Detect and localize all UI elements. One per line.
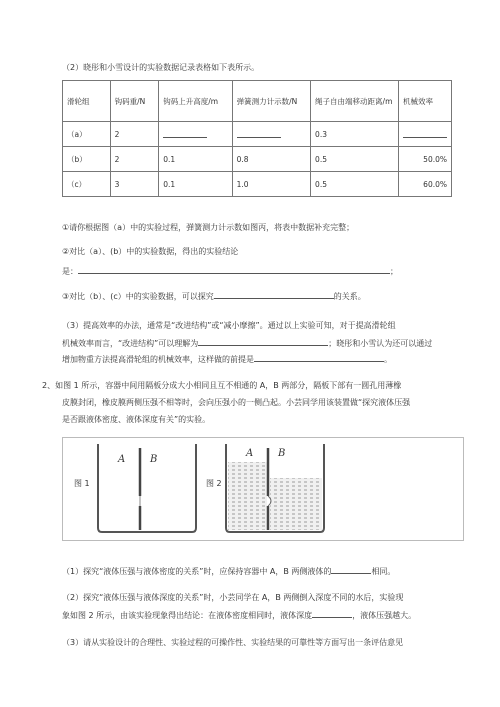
question-2: ②对比（a）、(b）中的实验数据，得出的实验结论 [62, 247, 239, 256]
fill-blank[interactable] [163, 129, 207, 138]
section2-line1: 2、如图 1 所示，容器中间用隔板分成大小相同且互不相通的 A，B 两部分，隔板下部有一圆孔用薄橡 [42, 381, 402, 390]
table-cell: 0.1 [159, 147, 232, 172]
table-cell: 50.0% [399, 147, 452, 172]
fill-blank[interactable] [331, 564, 371, 574]
table-blank-cell[interactable] [232, 122, 310, 147]
figure-2-container [220, 440, 330, 536]
section2-line3: 是否跟液体密度、液体深度有关”的实验。 [62, 415, 211, 424]
part3-line3 [62, 352, 482, 366]
question-text-end: ，液体压强越大。 [352, 611, 417, 620]
table-header-cell: 绳子自由端移动距离/m [311, 81, 399, 122]
question-1: ①请你根据图（a）中的实验过程，弹簧测力计示数如图丙，将表中数据补充完整； [62, 223, 355, 232]
question-3-text: ③对比（b）、(c）中的实验数据，可以探究 [62, 292, 214, 301]
table-row [63, 122, 452, 147]
fill-blank[interactable] [403, 129, 447, 138]
table-cell: 0.3 [311, 122, 399, 147]
data-table [62, 80, 452, 197]
table-cell: 1.0 [232, 172, 310, 197]
table-cell: 3 [110, 172, 159, 197]
part3-line1: （3）提高效率的办法，通常是“改进结构”或“减小摩擦”。通过以上实验可知，对于提高滑轮组 [62, 321, 396, 330]
table-cell: 0.5 [311, 147, 399, 172]
figure-2-label-a: A [246, 448, 254, 459]
table-blank-cell[interactable] [399, 122, 452, 147]
figure-2-label-b: B [278, 448, 286, 459]
table-header-cell: 弹簧测力计示数/N [232, 81, 310, 122]
section1-intro: （2）晓彤和小雪设计的实验数据记录表格如下表所示。 [62, 63, 260, 72]
question-text: （1）探究“液体压强与液体密度的关系”时，应保持容器中 A，B 两侧液体的 [62, 567, 332, 576]
figure-1-label-b: B [150, 454, 158, 465]
part3-text: 。 [384, 355, 392, 364]
fill-blank[interactable] [254, 352, 384, 362]
figure-1-label: 图 1 [74, 479, 90, 488]
table-cell: 0.5 [311, 172, 399, 197]
table-header-row [63, 81, 452, 122]
section2-question-3: （3）请从实验设计的合理性、实验过程的可操作性、实验结果的可靠性等方面写出一条评估意见 [62, 638, 404, 647]
section2-question-2-line1: （2）探究“液体压强与液体深度的关系”时，小芸同学在 A，B 两侧倒入深度不同的水后，实验现 [62, 593, 404, 602]
table-row [63, 172, 452, 197]
fill-blank[interactable] [312, 608, 352, 618]
question-3 [62, 289, 482, 303]
table-header-cell: 滑轮组 [63, 81, 111, 122]
figure-2-label: 图 2 [206, 479, 222, 488]
section2-question-2-line2 [62, 608, 482, 622]
figure-1-container [92, 440, 202, 536]
question-3-text-end: 的关系。 [333, 292, 366, 301]
question-text-end: 相同。 [371, 567, 396, 576]
table-header-cell: 钩码上升高度/m [159, 81, 232, 122]
section2-line2: 皮膜封闭，橡皮膜两侧压强不相等时，会向压强小的一侧凸起。小芸同学用该装置做“探究液体压强 [62, 398, 411, 407]
answer-prefix: 是： [62, 267, 78, 276]
fill-blank[interactable] [237, 129, 281, 138]
table-header-cell: 钩码重/N [110, 81, 159, 122]
section2-question-1 [62, 564, 482, 578]
part3-text: 增加物重方法提高滑轮组的机械效率，这样做的前提是 [62, 355, 254, 364]
fill-blank[interactable] [214, 289, 334, 299]
table-cell: 2 [110, 122, 159, 147]
table-cell: （a） [63, 122, 111, 147]
fill-blank[interactable] [198, 336, 328, 346]
table-cell: （b） [63, 147, 111, 172]
table-blank-cell[interactable] [159, 122, 232, 147]
table-cell: 0.1 [159, 172, 232, 197]
table-cell: 0.8 [232, 147, 310, 172]
part3-text: 机械效率而言，“改进结构”可以理解为 [62, 339, 199, 348]
table-cell: 60.0% [399, 172, 452, 197]
part3-line2 [62, 336, 482, 350]
fill-blank[interactable] [78, 264, 390, 274]
part3-text: ；晓彤和小雪认为还可以通过 [328, 339, 433, 348]
question-2-answer-line [62, 264, 482, 278]
answer-suffix: ； [390, 267, 398, 276]
table-row [63, 147, 452, 172]
question-text: 象如图 2 所示，由该实验现象得出结论：在液体密度相同时，液体深度 [62, 611, 313, 620]
table-header-cell: 机械效率 [399, 81, 452, 122]
table-cell: 2 [110, 147, 159, 172]
table-cell: （c） [63, 172, 111, 197]
figure-1-label-a: A [118, 454, 126, 465]
